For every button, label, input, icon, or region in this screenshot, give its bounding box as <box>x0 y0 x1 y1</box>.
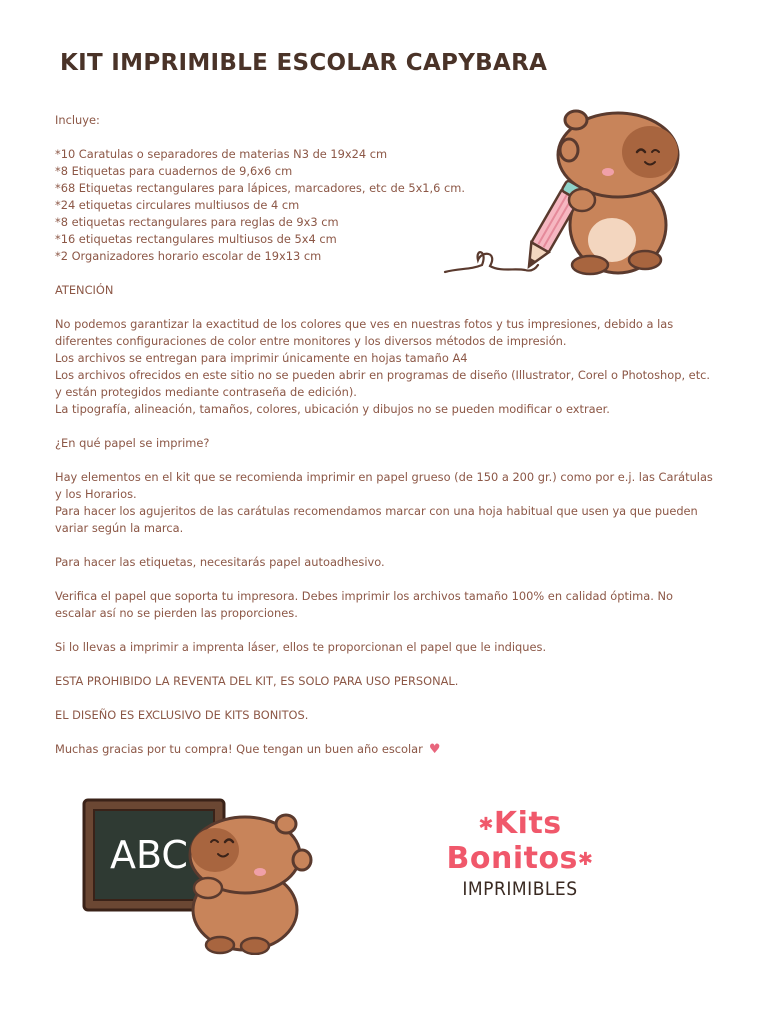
list-item: *10 Caratulas o separadores de materias N3 de 19x24 cm <box>55 147 388 161</box>
thanks-text: Muchas gracias por tu compra! Que tengan un buen año escolar <box>55 742 423 756</box>
sparkle-right-icon: ✱ <box>577 849 594 870</box>
list-item: *16 etiquetas rectangulares multiusos de 5x4 cm <box>55 232 337 246</box>
heart-icon: ♥ <box>428 742 441 757</box>
list-item: *24 etiquetas circulares multiusos de 4 cm <box>55 198 300 212</box>
board-text: ABC <box>110 833 188 877</box>
verify-paragraph: Verifica el papel que soporta tu impresora. Debes imprimir los archivos tamaño 100% en calidad óptima. No escalar así no se pierden las proporciones. <box>55 589 673 620</box>
attention-paragraph: Los archivos ofrecidos en este sitio no se pueden abrir en programas de diseño (Illustrator, Corel o Photoshop, etc. y están protegidos mediante contraseña de edición). <box>55 368 711 399</box>
sparkle-left-icon: ✱ <box>478 814 494 835</box>
brand-subtitle: IMPRIMIBLES <box>462 878 578 900</box>
paper-paragraph: Para hacer los agujeritos de las carátulas recomendamos marcar con una hoja habitual que usen ya que pueden variar según la marca. <box>55 504 698 535</box>
page-title: KIT IMPRIMIBLE ESCOLAR CAPYBARA <box>60 50 548 76</box>
capybara-pencil-illustration <box>440 100 690 285</box>
design-notice: EL DISEÑO ES EXCLUSIVO DE KITS BONITOS. <box>55 708 309 722</box>
stickers-paragraph: Para hacer las etiquetas, necesitarás papel autoadhesivo. <box>55 555 385 569</box>
list-item: *8 etiquetas rectangulares para reglas de 9x3 cm <box>55 215 339 229</box>
brand-name-text: Kits Bonitos <box>446 806 578 876</box>
paper-paragraph: Hay elementos en el kit que se recomienda imprimir en papel grueso (de 150 a 200 gr.) como por e.j. las Carátulas y los Horarios. <box>55 470 713 501</box>
includes-label: Incluye: <box>55 113 100 127</box>
list-item: *8 Etiquetas para cuadernos de 9,6x6 cm <box>55 164 293 178</box>
resale-notice: ESTA PROHIBIDO LA REVENTA DEL KIT, ES SOLO PARA USO PERSONAL. <box>55 674 459 688</box>
attention-heading: ATENCIÓN <box>55 283 114 297</box>
list-item: *68 Etiquetas rectangulares para lápices, marcadores, etc de 5x1,6 cm. <box>55 181 466 195</box>
paper-question: ¿En qué papel se imprime? <box>55 436 210 450</box>
laser-paragraph: Si lo llevas a imprimir a imprenta láser, ellos te proporcionan el papel que le indiques. <box>55 640 547 654</box>
brand-logo <box>400 806 640 900</box>
thanks-line <box>55 741 715 758</box>
capybara-chalkboard-illustration <box>80 790 320 955</box>
attention-paragraph: Los archivos se entregan para imprimir únicamente en hojas tamaño A4 <box>55 351 468 365</box>
attention-paragraph: La tipografía, alineación, tamaños, colores, ubicación y dibujos no se pueden modificar o extraer. <box>55 402 610 416</box>
attention-paragraph: No podemos garantizar la exactitud de los colores que ves en nuestras fotos y tus impresiones, debido a las diferentes configuraciones de color entre monitores y los diversos métodos de impresión. <box>55 317 674 348</box>
list-item: *2 Organizadores horario escolar de 19x13 cm <box>55 249 322 263</box>
brand-name <box>400 806 640 876</box>
